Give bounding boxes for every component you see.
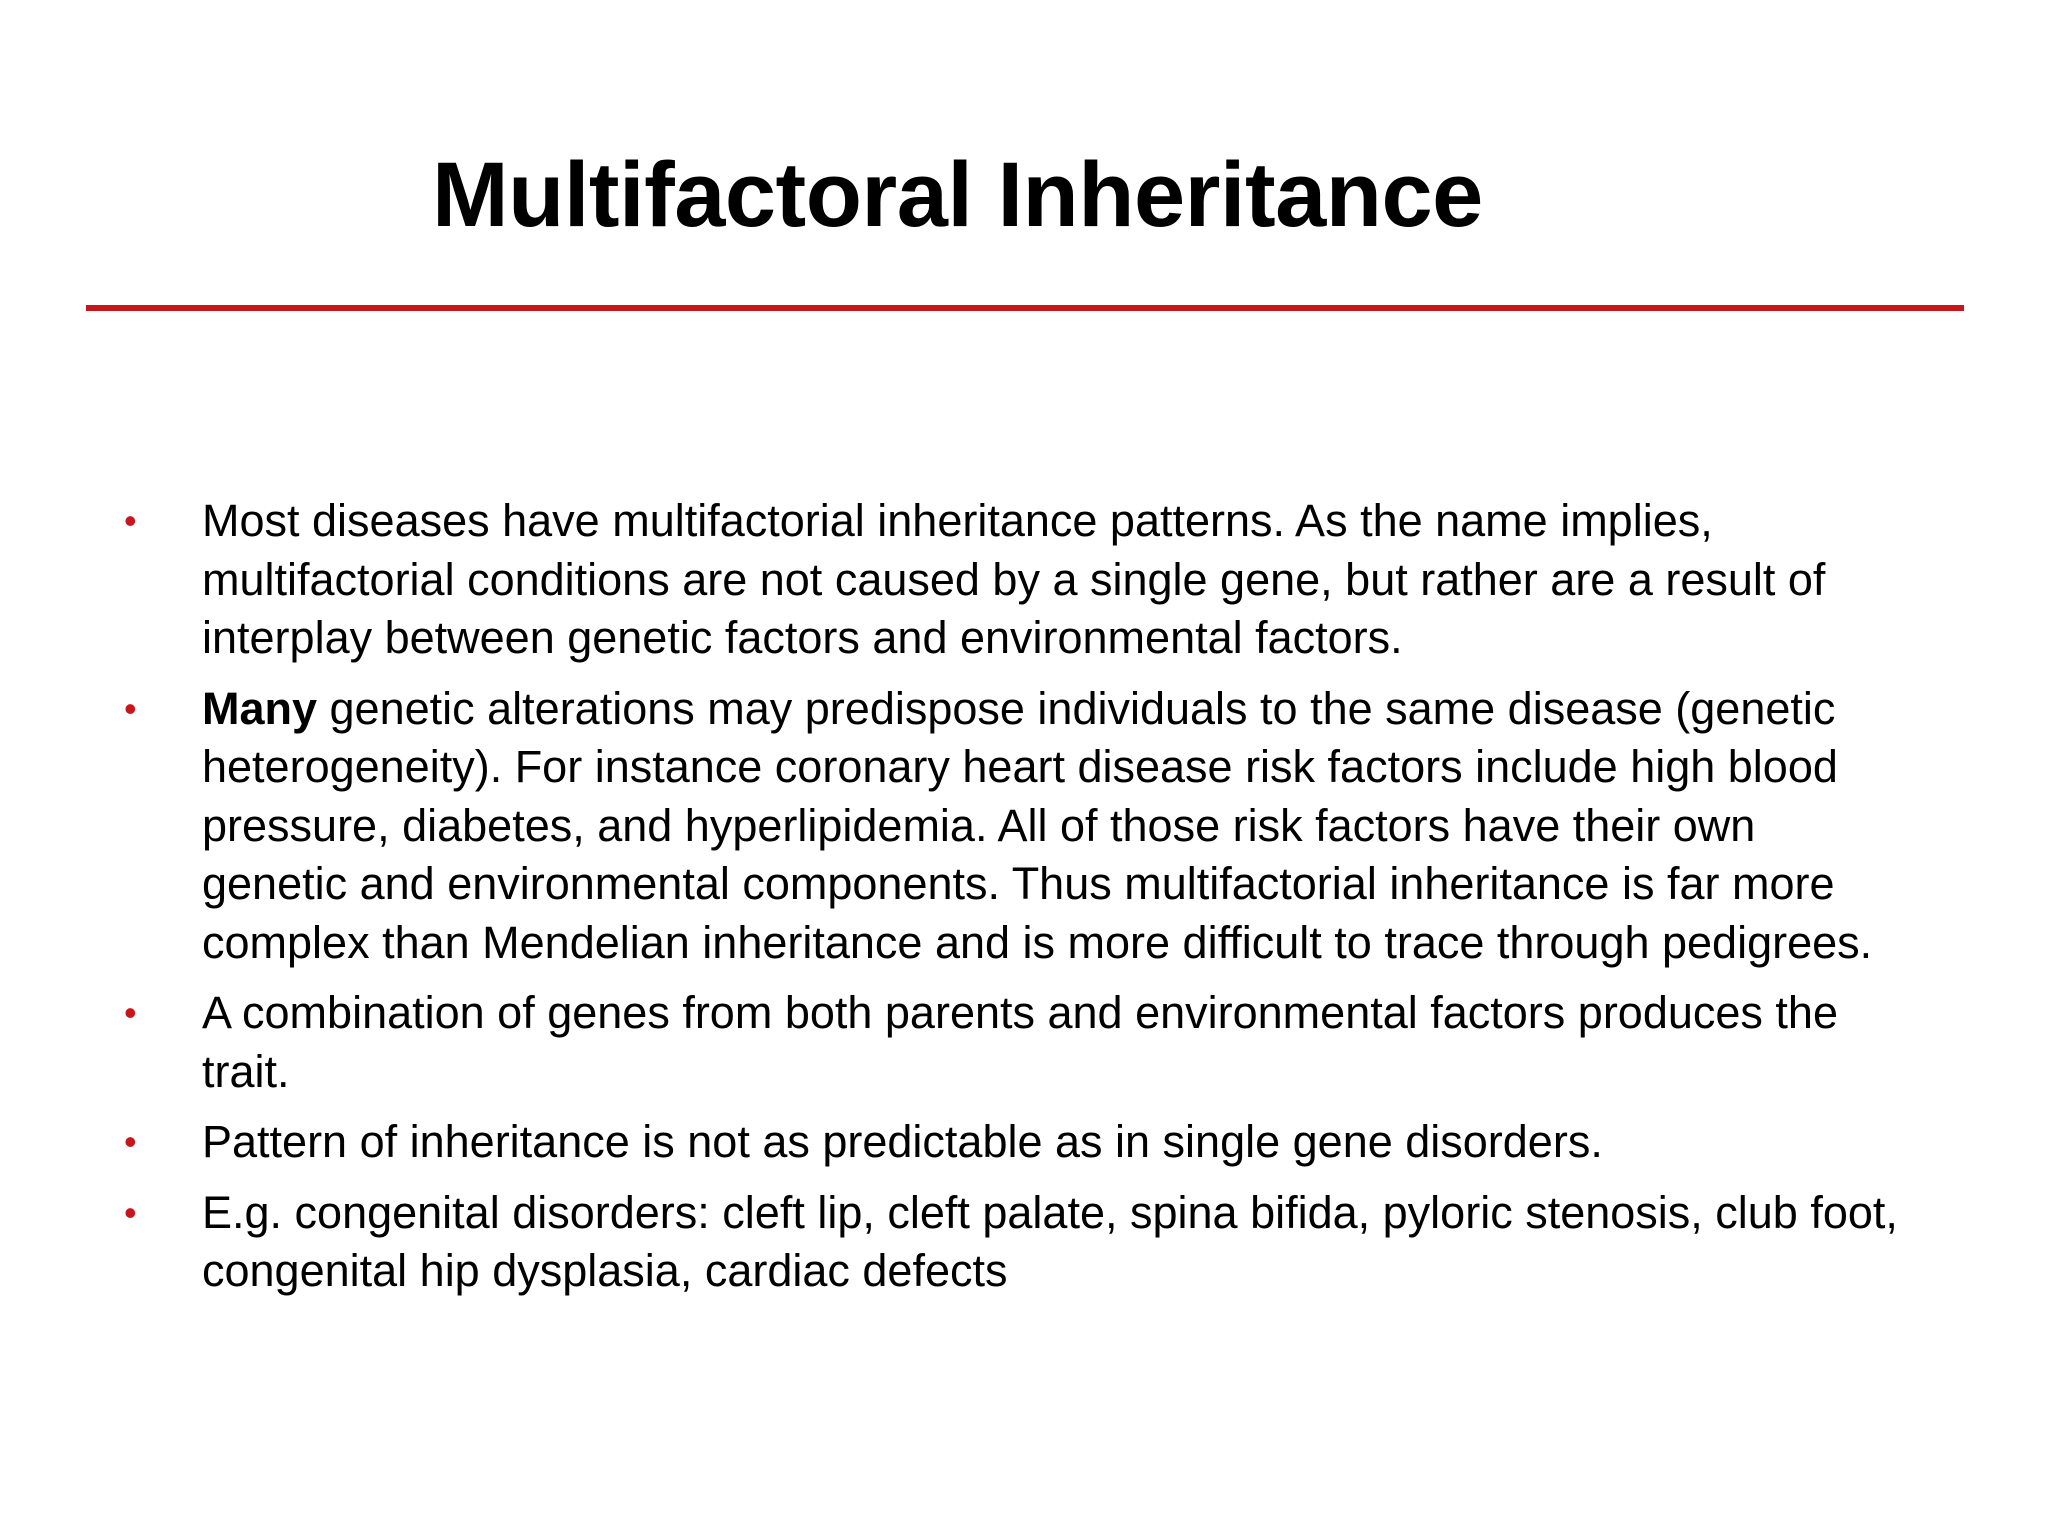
bullet-item — [120, 492, 1900, 668]
bullet-icon: • — [124, 1121, 137, 1162]
bullet-item — [120, 1184, 1900, 1301]
bullet-icon: • — [124, 687, 137, 729]
slide-title: Multifactoral Inheritance — [432, 144, 1483, 246]
bullet-text: A combination of genes from both parents and environmental factors produces the trait. — [202, 987, 1838, 1097]
bullet-text: Pattern of inheritance is not as predictable as in single gene disorders. — [202, 1116, 1603, 1167]
bullet-icon: • — [124, 1191, 137, 1233]
bullet-text: E.g. congenital disorders: cleft lip, cleft palate, spina bifida, pyloric stenosis, club foot, congenital hip dysplasia, cardiac defects — [202, 1186, 1898, 1296]
bullet-text: genetic alterations may predispose individuals to the same disease (genetic heterogeneity). For instance coronary heart disease risk factors include high blood pressure, diabetes, and hyperlipidemia. All of those risk factors have their own genetic and environmental components. Thus multifactorial inheritance is far more complex than Mendelian inheritance and is more difficult to trace through pedigrees. — [202, 682, 1873, 968]
bullet-item — [120, 680, 1900, 973]
title-divider — [86, 305, 1964, 311]
bullet-text: Most diseases have multifactorial inheritance patterns. As the name implies, multifactorial conditions are not caused by a single gene, but rather are a result of interplay between genetic factors and environmental factors. — [202, 495, 1826, 663]
bullet-lead-bold: Many — [202, 682, 318, 734]
bullet-item — [120, 1113, 1900, 1172]
bullet-list — [120, 492, 1900, 1313]
bullet-icon: • — [124, 992, 137, 1033]
bullet-icon: • — [124, 500, 137, 541]
bullet-item — [120, 984, 1900, 1101]
